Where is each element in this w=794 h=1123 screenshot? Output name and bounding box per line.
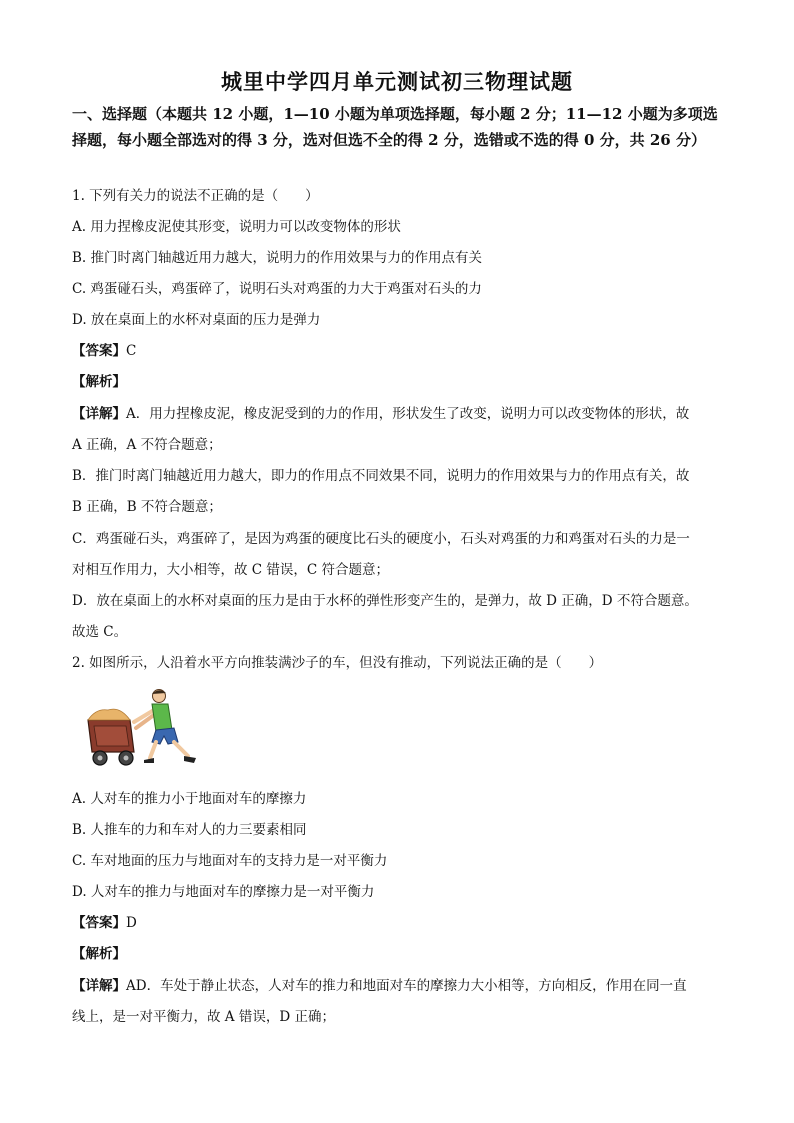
question-1-detail-line: B 正确，B 不符合题意； [72, 499, 222, 515]
question-1-option-b: B. 推门时离门轴越近用力越大，说明力的作用效果与力的作用点有关 [72, 250, 483, 266]
answer-value: C [126, 343, 137, 359]
question-2-answer [72, 911, 732, 931]
answer-tag: 【答案】 [72, 915, 126, 931]
sand-pile [88, 709, 130, 720]
answer-tag: 【答案】 [72, 343, 126, 359]
question-2-option-a: A. 人对车的推力小于地面对车的摩擦力 [72, 791, 307, 807]
question-1-detail-line: A 正确，A 不符合题意； [72, 437, 222, 453]
question-2-stem: 2. 如图所示，人沿着水平方向推装满沙子的车，但没有推动，下列说法正确的是（ ） [72, 655, 603, 671]
cart-panel [94, 726, 129, 746]
question-1-option-a: A. 用力捏橡皮泥使其形变，说明力可以改变物体的形状 [72, 219, 401, 235]
question-1-detail-line: 对相互作用力，大小相等，故 C 错误，C 符合题意； [72, 562, 390, 578]
wheel-hub [124, 756, 129, 761]
question-2-option-c: C. 车对地面的压力与地面对车的支持力是一对平衡力 [72, 853, 388, 869]
person-shoe [184, 756, 196, 763]
question-2-option-d: D. 人对车的推力与地面对车的摩擦力是一对平衡力 [72, 884, 375, 900]
question-1-detail-line: C．鸡蛋碰石头，鸡蛋碎了，是因为鸡蛋的硬度比石头的硬度小，石头对鸡蛋的力和鸡蛋对石头的力是一 [72, 531, 690, 547]
question-1-detail-line: 故选 C。 [72, 624, 128, 640]
question-1-analysis-tag: 【解析】 [72, 374, 126, 390]
question-1-option-d: D. 放在桌面上的水杯对桌面的压力是弹力 [72, 312, 321, 328]
question-1-detail-line: D．放在桌面上的水杯对桌面的压力是由于水杯的弹性形变产生的，是弹力，故 D 正确，D 不符合题意。 [72, 593, 698, 609]
section-header: 一、选择题（本题共 12 小题，1—10 小题为单项选择题，每小题 2 分；11—12 小题为多项选择题，每小题全部选对的得 3 分，选对但选不全的得 2 分，选错或不选的得 0 分，共 26 分） [72, 105, 718, 149]
question-1-option-c: C. 鸡蛋碰石头，鸡蛋碎了，说明石头对鸡蛋的力大于鸡蛋对石头的力 [72, 281, 482, 297]
question-2-detail-line: 线上，是一对平衡力，故 A 错误，D 正确； [72, 1009, 335, 1025]
detail-text: A．用力捏橡皮泥，橡皮泥受到的力的作用，形状发生了改变，说明力可以改变物体的形状，故 [126, 406, 690, 422]
person-leg [174, 742, 188, 756]
detail-tag: 【详解】 [72, 978, 126, 994]
cart-pushing-figure [84, 686, 202, 768]
answer-value: D [126, 915, 137, 931]
question-1-detail-line [72, 402, 732, 422]
question-1-answer [72, 339, 732, 359]
detail-text: AD．车处于静止状态，人对车的推力和地面对车的摩擦力大小相等，方向相反，作用在同一直 [126, 978, 687, 994]
detail-tag: 【详解】 [72, 406, 126, 422]
person-shirt [152, 704, 172, 732]
wheel-hub [98, 756, 103, 761]
question-2-analysis-tag: 【解析】 [72, 946, 126, 962]
question-1-stem: 1. 下列有关力的说法不正确的是（ ） [72, 188, 319, 204]
person-leg [150, 742, 156, 758]
question-2-detail-line [72, 974, 732, 994]
page-title: 城里中学四月单元测试初三物理试题 [221, 70, 573, 94]
question-2-option-b: B. 人推车的力和车对人的力三要素相同 [72, 822, 307, 838]
question-1-detail-line: B．推门时离门轴越近用力越大，即力的作用点不同效果不同，说明力的作用效果与力的作用点有关，故 [72, 468, 690, 484]
